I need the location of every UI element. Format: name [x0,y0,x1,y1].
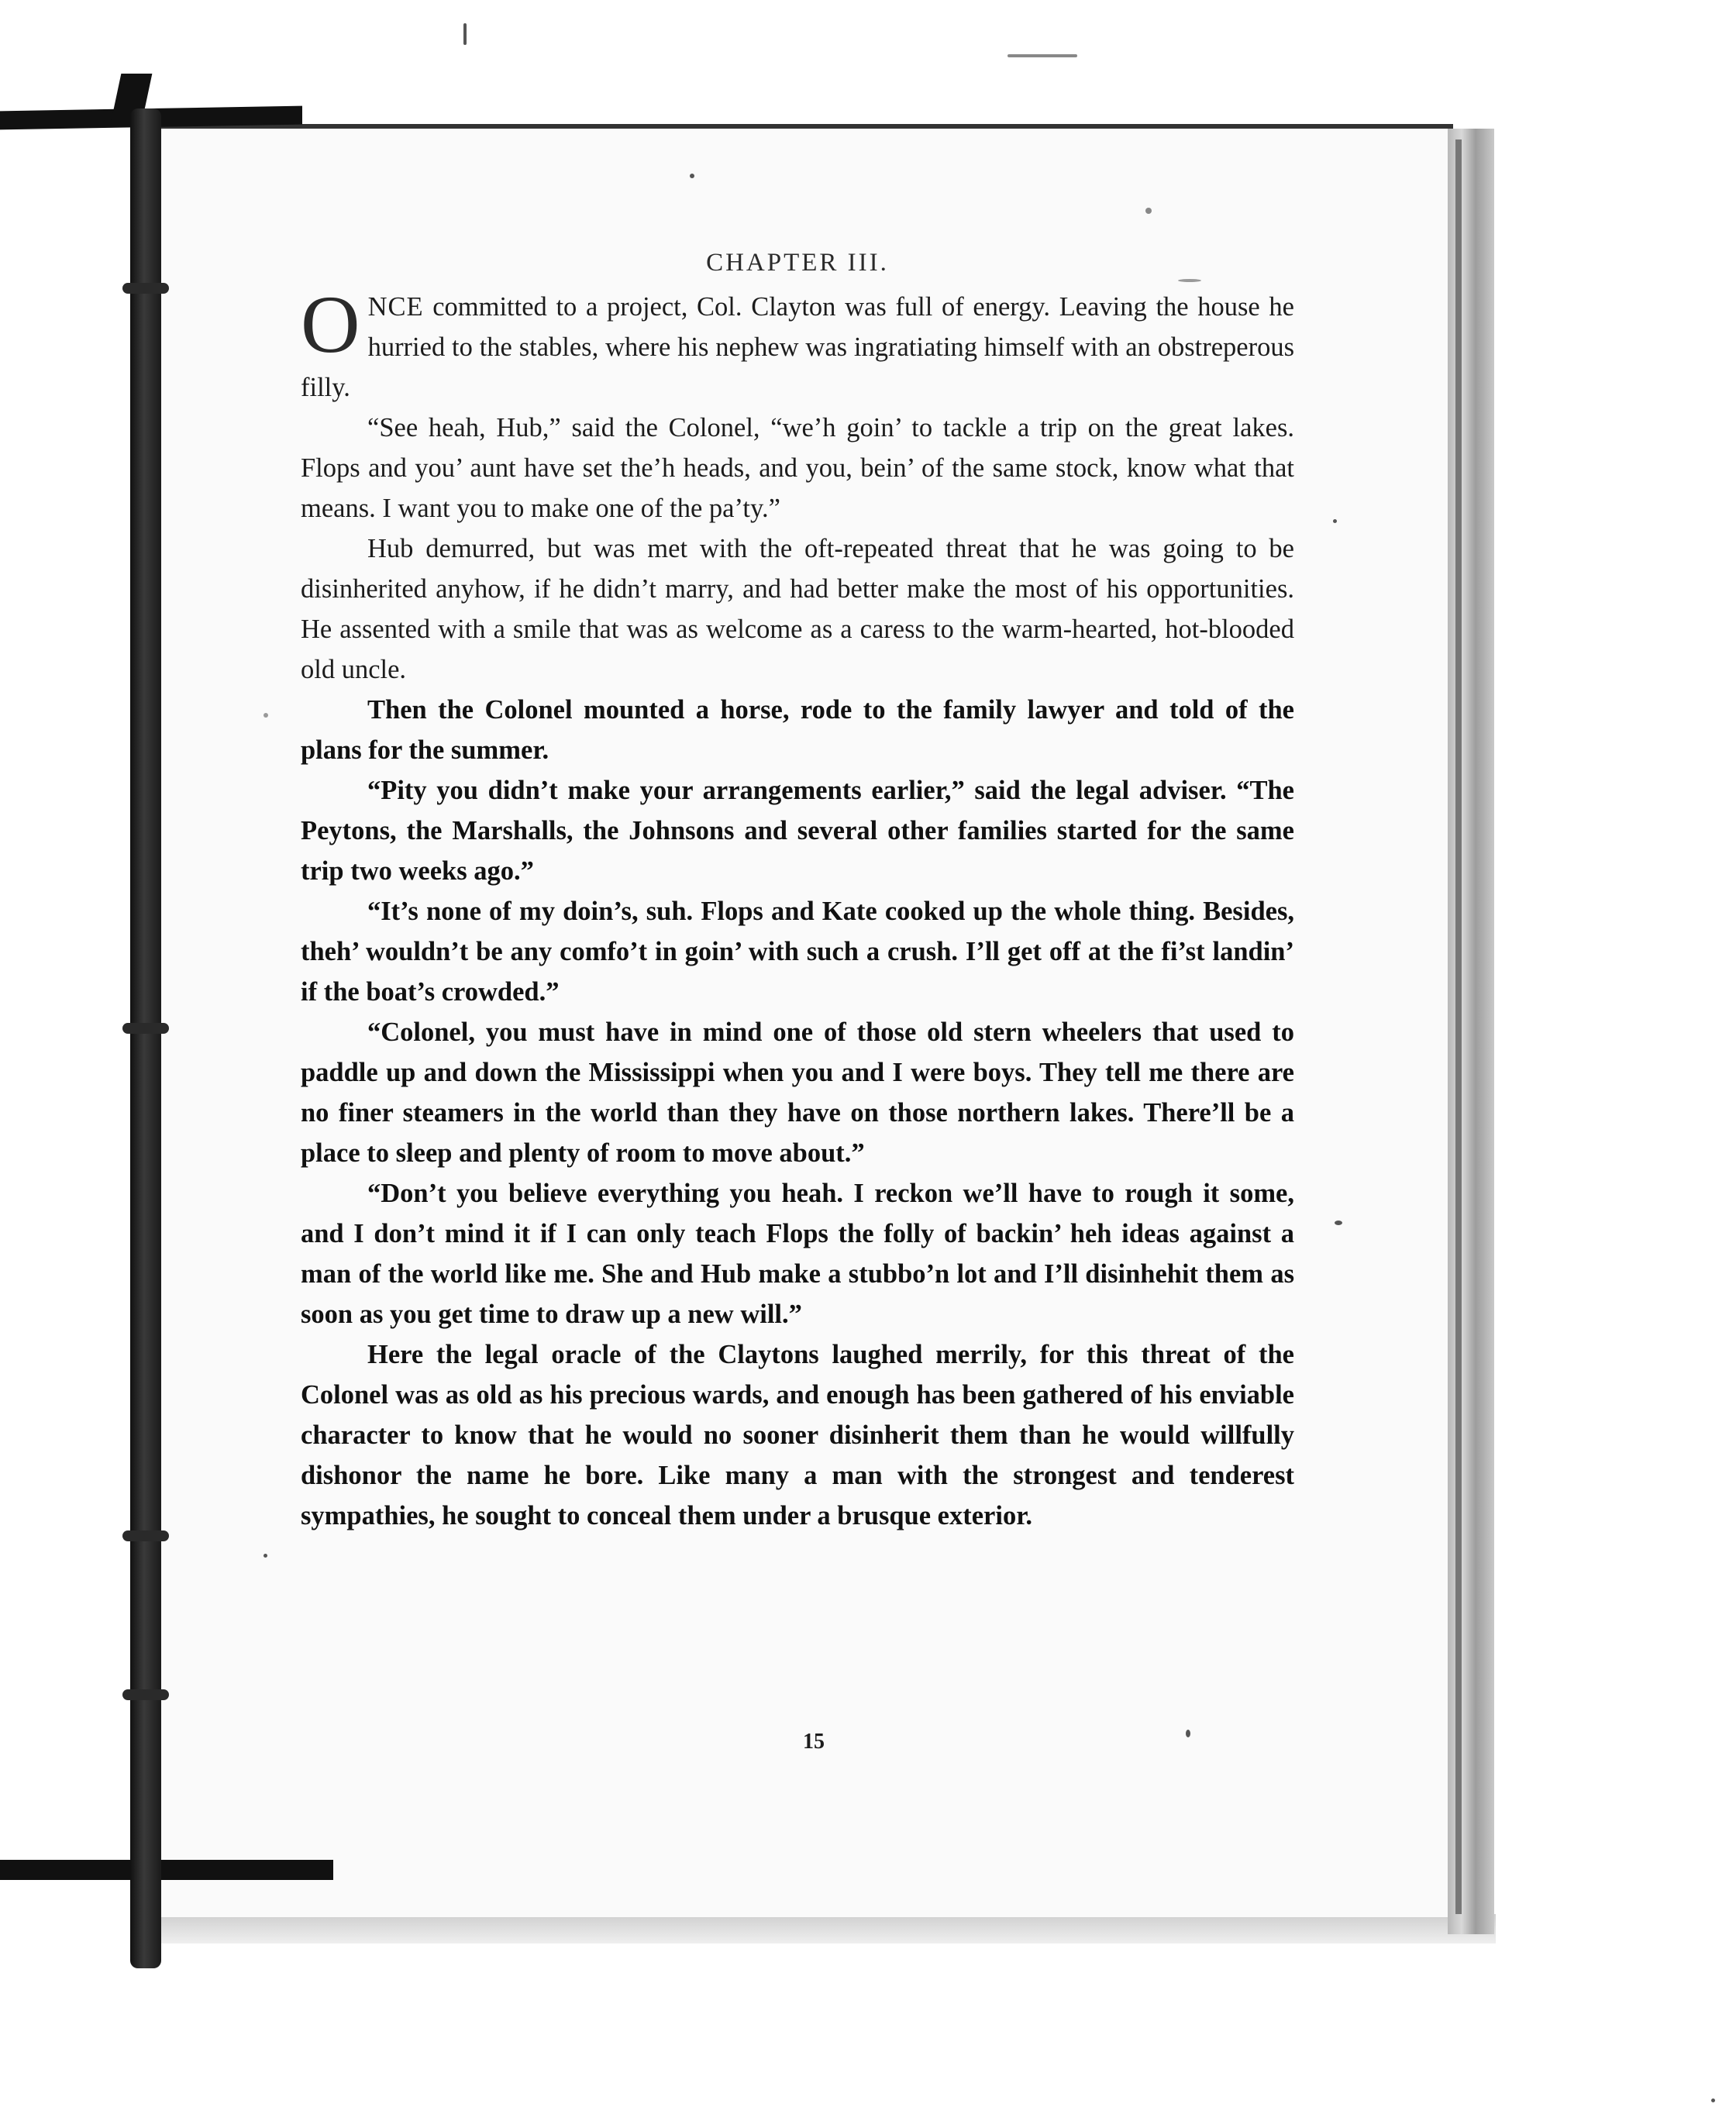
lead-in: NCE [367,292,424,322]
dust-speck [1145,208,1152,214]
binding-knot [122,1689,169,1700]
paragraph [301,1173,1294,1334]
chapter-title: CHAPTER III. [706,249,889,277]
paragraph [301,279,1294,408]
paragraph [301,770,1294,891]
paragraph-text: Hub demurred, but was met with the oft-repeated threat that he was going to be disinherited anyhow, if he didn’t marry, and had better make the most of his opportunities. He assented with a smile that was as welcome as a caress to the warm-hearted, hot-blooded old uncle. [301,534,1294,684]
paragraph [301,1334,1294,1536]
drop-cap: O [301,279,360,370]
paragraph [301,891,1294,1012]
dust-speck [1186,1730,1190,1737]
page-bottom-shadow [151,1914,1496,1944]
paragraph-text: “Pity you didn’t make your arrangements earlier,” said the legal adviser. “The Peytons, the Marshalls, the Johnsons and several other families started for the same trip two weeks ago.” [301,776,1294,886]
binding-knot [122,283,169,294]
page-number: 15 [803,1730,825,1754]
paragraph [301,528,1294,690]
paragraph-text: “See heah, Hub,” said the Colonel, “we’h goin’ to tackle a trip on the great lakes. Flops and you’ aunt have set the’h heads, and you, bein’ of the same stock, know what that means. I want you to make one of the pa’ty.” [301,413,1294,523]
dust-speck [1008,54,1077,57]
page-stack-line [1455,139,1462,1914]
binding-knot [122,1023,169,1034]
dust-speck [264,713,268,718]
paragraph [301,690,1294,770]
paragraph-text: “Colonel, you must have in mind one of those old stern wheelers that used to paddle up and down the Mississippi when you and I were boys. They tell me there are no finer steamers in the world than they have on those northern lakes. There’ll be a place to sleep and plenty of room to move about.” [301,1017,1294,1168]
dust-speck [690,174,694,178]
dust-speck [264,1554,267,1558]
paragraph-text: committed to a project, Col. Clayton was full of energy. Leaving the house he hurried to the stables, where his nephew was ingratiating himself with an obstreperous filly. [301,292,1294,402]
dust-speck [1711,2099,1715,2102]
darker-print-region [301,690,1294,1536]
dust-speck [463,23,467,45]
paragraph-text: “Don’t you believe everything you heah. I reckon we’ll have to rough it some, and I don’t mind it if I can only teach Flops the folly of backin’ heh ideas against a man of the world like me. She and Hub make a stubbo’n lot and I’ll disinhehit them as soon as you get time to draw up a new will.” [301,1179,1294,1329]
paragraph [301,1012,1294,1173]
page-stack-edge [1448,129,1494,1934]
paragraph-text: “It’s none of my doin’s, suh. Flops and Kate cooked up the whole thing. Besides, theh’ wouldn’t be any comfo’t in goin’ with such a crush. I’ll get off at the fi’st landin’ if the boat’s crowded.” [301,897,1294,1007]
paragraph [301,408,1294,528]
dust-speck [1333,519,1337,523]
binding-knot [122,1530,169,1541]
binding-strip-bottom [0,1860,333,1880]
paragraph-text: Then the Colonel mounted a horse, rode to the family lawyer and told of the plans for the summer. [301,695,1294,765]
paragraph-text: Here the legal oracle of the Claytons laughed merrily, for this threat of the Colonel was as old as his precious wards, and enough has been gathered of his enviable character to know that he would no sooner disinherit them than he would willfully dishonor the name he bore. Like many a man with the strongest and tenderest sympathies, he sought to conceal them under a brusque exterior. [301,1340,1294,1530]
page-text-block [301,246,1294,1536]
dust-speck [1335,1221,1342,1225]
